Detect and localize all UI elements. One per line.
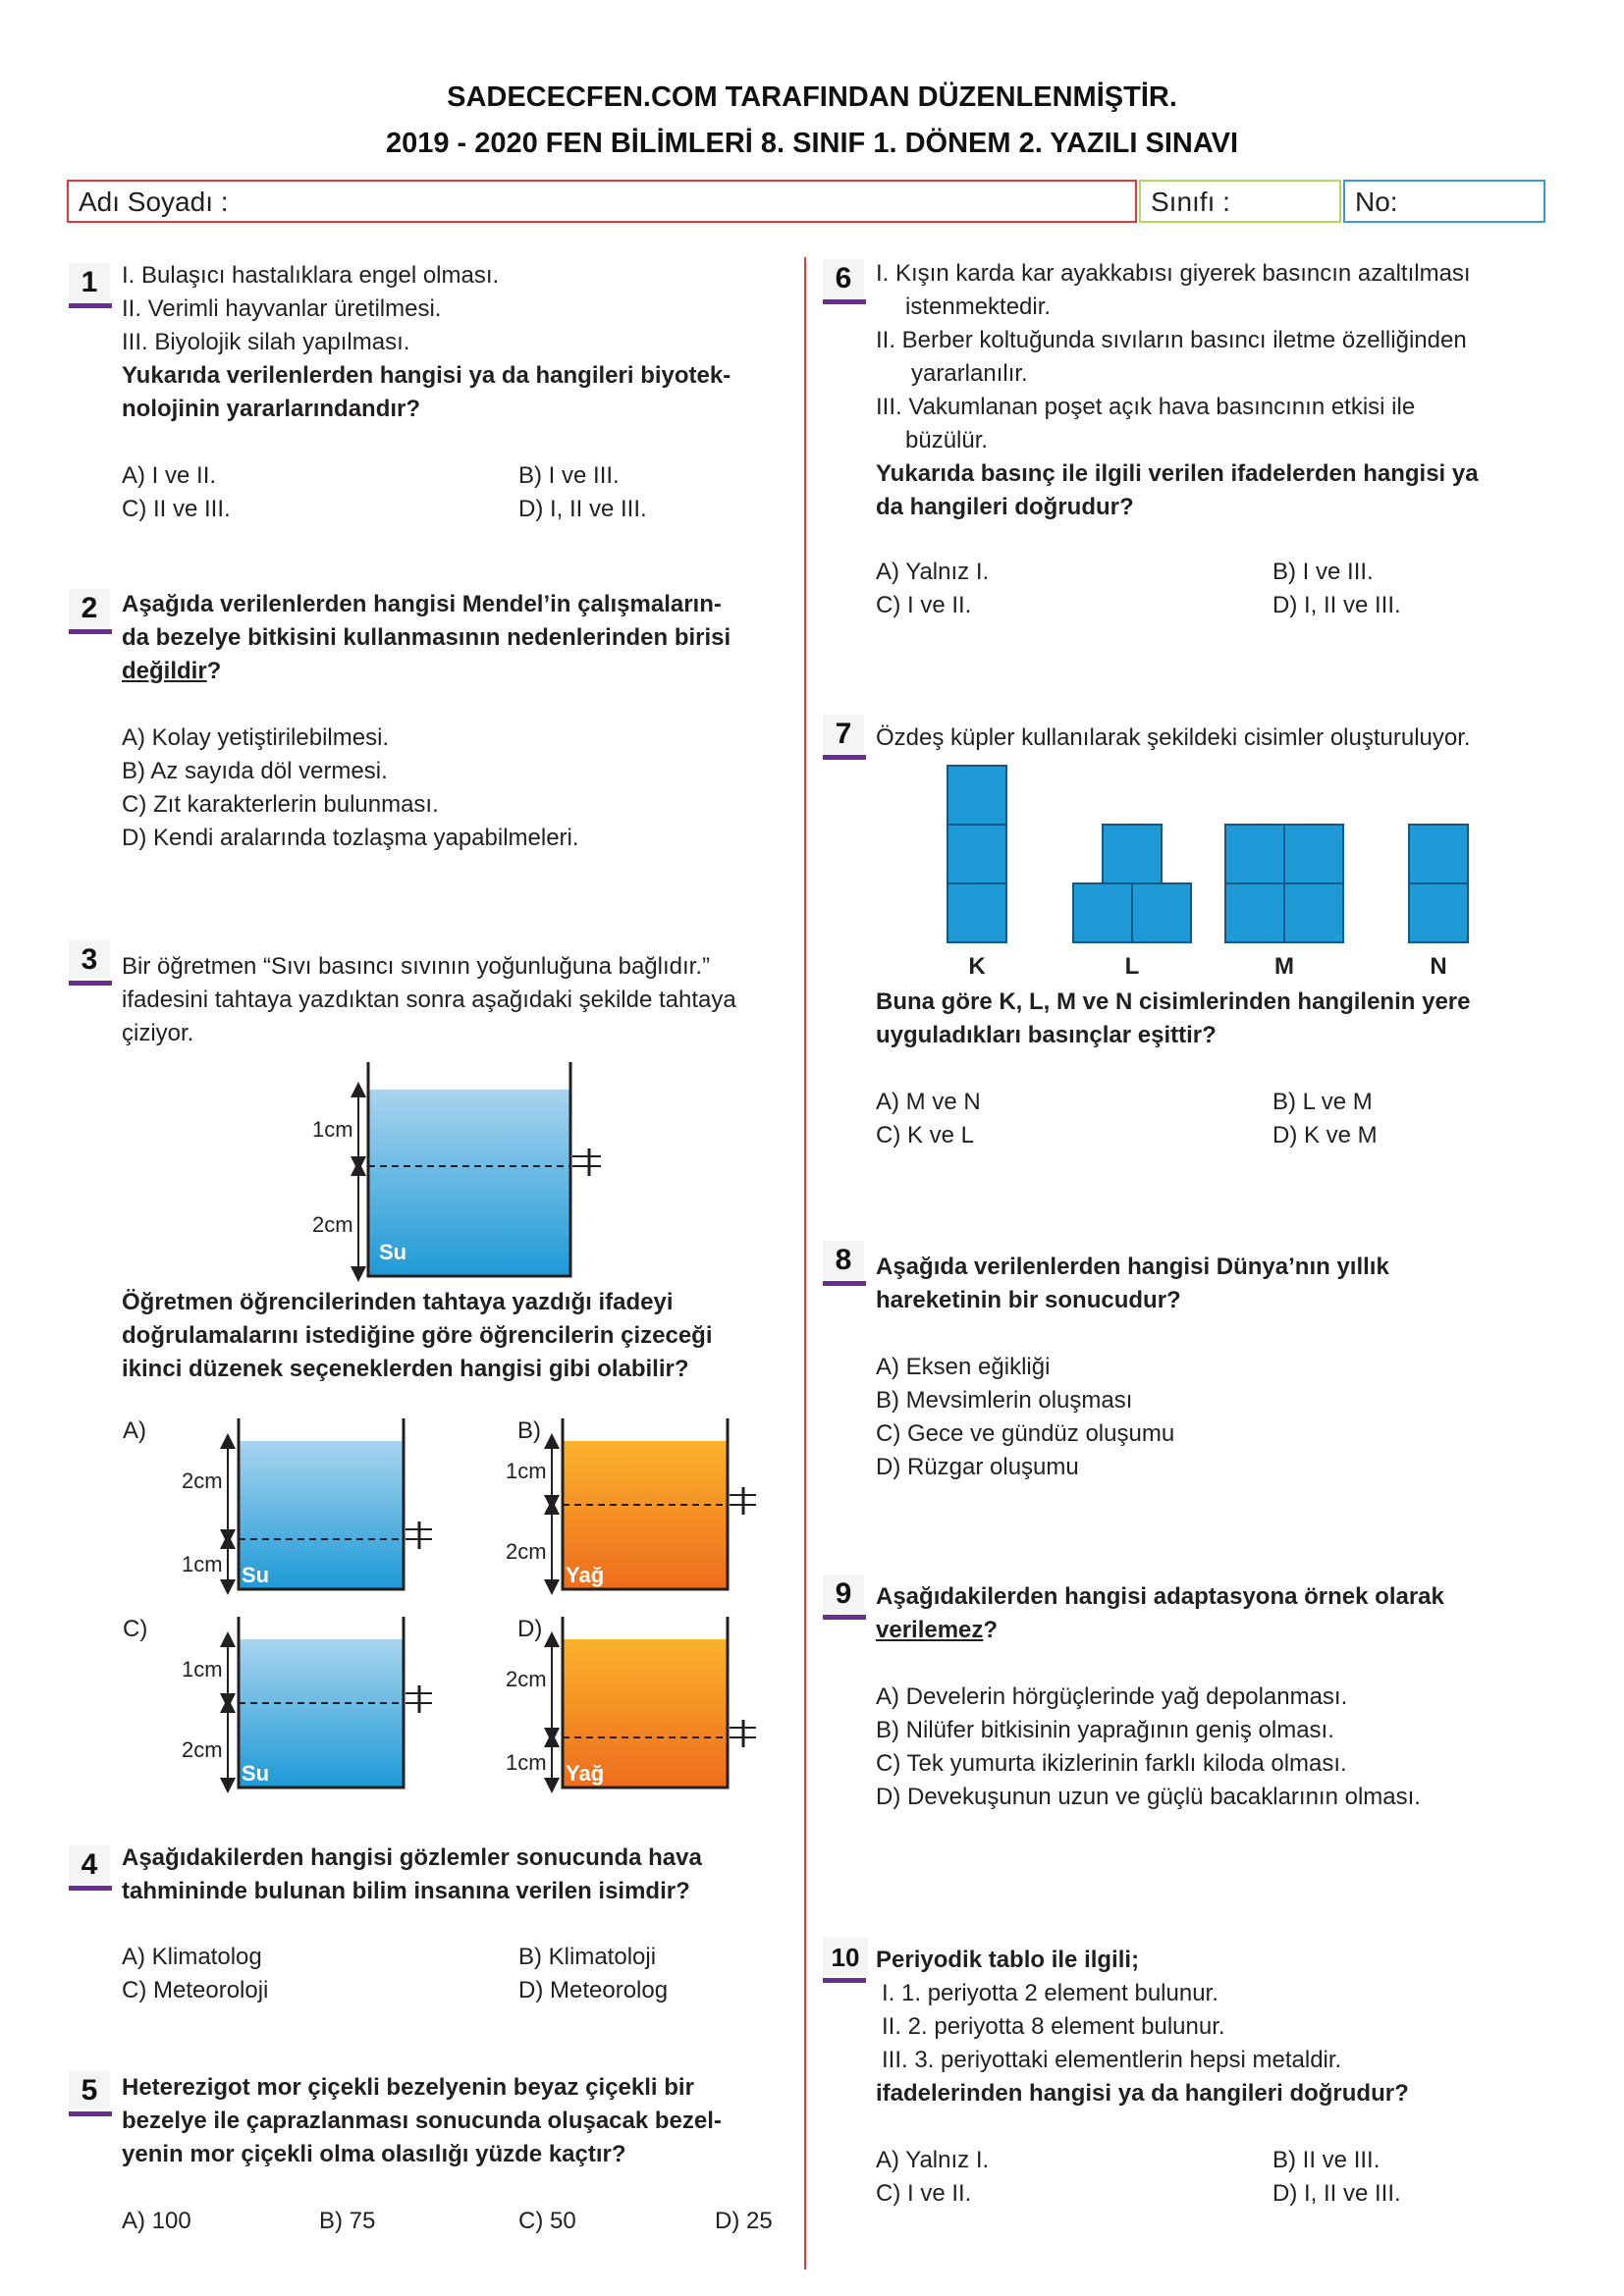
q3-question-line-2: doğrulamalarını istediğine göre öğrencilerin çizeceği — [122, 1322, 713, 1349]
q3-option-b-label: B) — [517, 1417, 541, 1444]
q7-label-n: N — [1430, 953, 1447, 980]
q9-option-c[interactable]: C) Tek yumurta ikizlerinin farklı kiloda olması. — [876, 1750, 1347, 1777]
q6-option-c[interactable]: C) I ve II. — [876, 592, 972, 618]
q7-question-line-2: uyguladıkları basınçlar eşittir? — [876, 1022, 1217, 1048]
student-name-label: Adı Soyadı : — [79, 187, 229, 217]
q1-item-2: II. Verimli hayvanlar üretilmesi. — [122, 295, 442, 322]
q10-line-1: Periyodik tablo ile ilgili; — [876, 1947, 1140, 1973]
q4-option-b[interactable]: B) Klimatoloji — [518, 1944, 657, 1970]
q7-label-m: M — [1274, 953, 1294, 980]
q3-line-2: ifadesini tahtaya yazdıktan sonra aşağıdaki şekilde tahtaya — [122, 987, 736, 1013]
q3-option-c-bottom: 2cm — [182, 1737, 223, 1762]
q9-line-1: Aşağıdakilerden hangisi adaptasyona örnek olarak — [876, 1583, 1444, 1610]
q10-item-2: II. 2. periyotta 8 element bulunur. — [882, 2013, 1225, 2040]
q3-option-b-top: 1cm — [506, 1459, 547, 1483]
q10-question: ifadelerinden hangisi ya da hangileri doğrudur? — [876, 2080, 1409, 2107]
q3-main-container — [312, 1062, 601, 1276]
q3-line-1: Bir öğretmen “Sıvı basıncı sıvının yoğunluğuna bağlıdır.” — [122, 953, 710, 980]
q3-option-c-liquid: Su — [242, 1761, 270, 1786]
q4-line-1: Aşağıdakilerden hangisi gözlemler sonucunda hava — [122, 1844, 702, 1871]
header-line-2: 2019 - 2020 FEN BİLİMLERİ 8. SINIF 1. DÖNEM 2. YAZILI SINAVI — [385, 128, 1239, 159]
q1-option-c[interactable]: C) II ve III. — [122, 496, 231, 522]
q5-option-a[interactable]: A) 100 — [122, 2208, 191, 2234]
q3-option-d-liquid: Yağ — [566, 1761, 605, 1786]
q9-underlined-word: verilemez — [876, 1617, 984, 1643]
student-class-label: Sınıfı : — [1151, 187, 1230, 217]
question-number-5: 5 — [69, 2071, 110, 2110]
q2-question-mark: ? — [206, 658, 222, 684]
q3-option-d-container[interactable] — [506, 1616, 756, 1788]
q3-option-d-label: D) — [517, 1616, 543, 1642]
q1-option-d[interactable]: D) I, II ve III. — [518, 496, 647, 522]
q10-option-d[interactable]: D) I, II ve III. — [1272, 2180, 1401, 2207]
q9-line-2 — [876, 1614, 998, 1647]
q6-item-1-line-1: I. Kışın karda kar ayakkabısı giyerek basıncın azaltılması — [876, 260, 1471, 287]
q8-line-1: Aşağıda verilenlerden hangisi Dünya’nın yıllık — [876, 1254, 1389, 1280]
q3-option-d-top: 2cm — [506, 1667, 547, 1691]
q4-option-a[interactable]: A) Klimatolog — [122, 1944, 262, 1970]
q10-option-a[interactable]: A) Yalnız I. — [876, 2147, 990, 2173]
q6-option-d[interactable]: D) I, II ve III. — [1272, 592, 1401, 618]
q6-item-3-line-1: III. Vakumlanan poşet açık hava basıncının etkisi ile — [876, 394, 1416, 420]
question-number-2: 2 — [69, 589, 110, 628]
q2-line-2: da bezelye bitkisini kullanmasının nedenlerinden birisi — [122, 624, 731, 651]
q6-question-line-2: da hangileri doğrudur? — [876, 494, 1134, 520]
q3-option-b-container[interactable] — [506, 1417, 756, 1589]
q5-option-c[interactable]: C) 50 — [518, 2208, 576, 2234]
q8-option-b[interactable]: B) Mevsimlerin oluşması — [876, 1387, 1133, 1414]
q5-option-d[interactable]: D) 25 — [715, 2208, 773, 2234]
q2-option-a[interactable]: A) Kolay yetiştirilebilmesi. — [122, 724, 390, 751]
q4-option-d[interactable]: D) Meteorolog — [518, 1977, 669, 2003]
q10-option-b[interactable]: B) II ve III. — [1272, 2147, 1380, 2173]
q3-line-3: çiziyor. — [122, 1020, 194, 1046]
q6-item-1-line-2: istenmektedir. — [905, 294, 1052, 320]
q6-option-b[interactable]: B) I ve III. — [1272, 559, 1374, 585]
question-number-6: 6 — [823, 259, 864, 298]
q3-option-b-bottom: 2cm — [506, 1539, 547, 1564]
q4-line-2: tahmininde bulunan bilim insanına verilen isimdir? — [122, 1878, 690, 1904]
q3-option-a-label: A) — [123, 1417, 146, 1444]
question-number-9: 9 — [823, 1575, 864, 1614]
q3-main-bottom-label: 2cm — [312, 1212, 353, 1237]
q2-underlined-word: değildir — [122, 658, 207, 684]
q6-item-2-line-1: II. Berber koltuğunda sıvıların basıncı iletme özelliğinden — [876, 327, 1467, 353]
q7-option-b[interactable]: B) L ve M — [1272, 1089, 1373, 1115]
q9-option-b[interactable]: B) Nilüfer bitkisinin yaprağının geniş olması. — [876, 1717, 1334, 1743]
header-line-1: SADECECFEN.COM TARAFINDAN DÜZENLENMİŞTİR. — [447, 81, 1177, 113]
q3-option-c-top: 1cm — [182, 1657, 223, 1682]
q2-option-c[interactable]: C) Zıt karakterlerin bulunması. — [122, 791, 439, 818]
q3-option-c-container[interactable] — [123, 1616, 432, 1788]
q10-item-3: III. 3. periyottaki elementlerin hepsi metaldir. — [882, 2047, 1342, 2073]
q3-option-a-top: 2cm — [182, 1468, 223, 1493]
question-number-10: 10 — [823, 1938, 868, 1977]
q8-option-c[interactable]: C) Gece ve gündüz oluşumu — [876, 1420, 1175, 1447]
q6-question-line-1: Yukarıda basınç ile ilgili verilen ifadelerden hangisi ya — [876, 460, 1479, 487]
q3-question-line-3: ikinci düzenek seçeneklerden hangisi gibi olabilir? — [122, 1356, 689, 1382]
q1-option-a[interactable]: A) I ve II. — [122, 462, 217, 489]
q3-option-a-bottom: 1cm — [182, 1552, 223, 1576]
q1-option-b[interactable]: B) I ve III. — [518, 462, 620, 489]
q10-item-1: I. 1. periyotta 2 element bulunur. — [882, 1980, 1218, 2006]
q3-question-line-1: Öğretmen öğrencilerinden tahtaya yazdığı ifadeyi — [122, 1289, 674, 1315]
q3-option-c-label: C) — [123, 1616, 148, 1642]
q3-option-d-bottom: 1cm — [506, 1750, 547, 1775]
q6-item-2-line-2: yararlanılır. — [911, 360, 1028, 387]
q2-line-1: Aşağıda verilenlerden hangisi Mendel’in çalışmaların- — [122, 591, 722, 617]
student-no-label: No: — [1355, 187, 1398, 217]
q7-line-1: Özdeş küpler kullanılarak şekildeki cisimler oluşturuluyor. — [876, 724, 1471, 751]
q5-line-1: Heterezigot mor çiçekli bezelyenin beyaz çiçekli bir — [122, 2074, 694, 2101]
q5-option-b[interactable]: B) 75 — [319, 2208, 376, 2234]
q1-item-1: I. Bulaşıcı hastalıklara engel olması. — [122, 262, 500, 289]
q6-item-3-line-2: büzülür. — [905, 427, 989, 454]
q7-shapes — [947, 766, 1468, 980]
q3-main-liquid: Su — [379, 1240, 407, 1264]
q1-question-line-2: nolojinin yararlarındandır? — [122, 396, 421, 422]
q6-option-a[interactable]: A) Yalnız I. — [876, 559, 990, 585]
q9-question-mark: ? — [983, 1617, 999, 1643]
q7-label-k: K — [968, 953, 986, 980]
q3-option-a-container[interactable] — [123, 1417, 432, 1589]
q9-option-a[interactable]: A) Develerin hörgüçlerinde yağ depolanması. — [876, 1683, 1348, 1710]
q5-line-3: yenin mor çiçekli olma olasılığı yüzde kaçtır? — [122, 2141, 626, 2167]
q7-option-d[interactable]: D) K ve M — [1272, 1122, 1378, 1148]
q7-label-l: L — [1124, 953, 1140, 980]
question-number-8: 8 — [823, 1241, 864, 1280]
q2-option-d[interactable]: D) Kendi aralarında tozlaşma yapabilmeleri. — [122, 825, 579, 851]
q8-option-a[interactable]: A) Eksen eğikliği — [876, 1354, 1051, 1380]
question-number-3: 3 — [69, 940, 110, 980]
q2-option-b[interactable]: B) Az sayıda döl vermesi. — [122, 758, 388, 784]
question-number-1: 1 — [69, 263, 110, 302]
q3-option-a-liquid: Su — [242, 1563, 270, 1587]
q5-line-2: bezelye ile çaprazlanması sonucunda oluşacak bezel- — [122, 2108, 722, 2134]
question-number-7: 7 — [823, 715, 864, 754]
q8-option-d[interactable]: D) Rüzgar oluşumu — [876, 1454, 1079, 1480]
q9-option-d[interactable]: D) Devekuşunun uzun ve güçlü bacaklarının olması. — [876, 1784, 1421, 1810]
q3-option-b-liquid: Yağ — [566, 1563, 605, 1587]
q10-option-c[interactable]: C) I ve II. — [876, 2180, 972, 2207]
question-number-4: 4 — [69, 1845, 110, 1885]
q8-line-2: hareketinin bir sonucudur? — [876, 1287, 1181, 1313]
q4-option-c[interactable]: C) Meteoroloji — [122, 1977, 269, 2003]
q7-question-line-1: Buna göre K, L, M ve N cisimlerinden hangilenin yere — [876, 988, 1471, 1015]
q1-question-line-1: Yukarıda verilenlerden hangisi ya da hangileri biyotek- — [122, 362, 731, 389]
q7-option-c[interactable]: C) K ve L — [876, 1122, 975, 1148]
q1-item-3: III. Biyolojik silah yapılması. — [122, 329, 410, 355]
q7-option-a[interactable]: A) M ve N — [876, 1089, 981, 1115]
q3-main-top-label: 1cm — [312, 1117, 353, 1142]
